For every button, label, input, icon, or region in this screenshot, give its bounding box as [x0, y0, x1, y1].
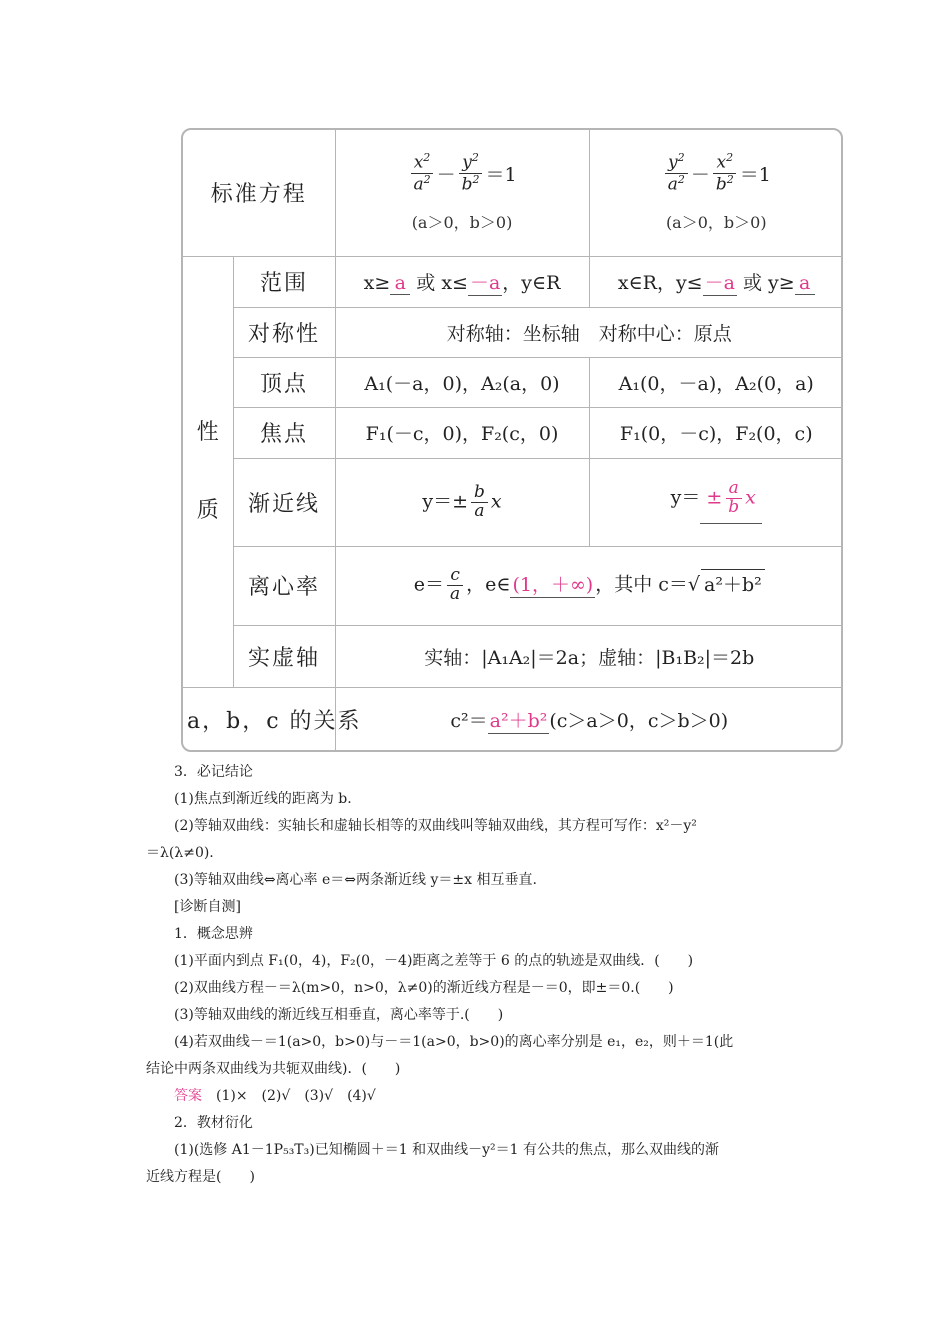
standard-equation-x: $\frac{x^2}{a^2}$ － $\frac{y^2}{b^2}$ ＝1 (a＞0，b＞0) — [335, 130, 589, 256]
answer-label: 答案 — [174, 1088, 202, 1104]
row-label-focus: 焦点 — [233, 407, 335, 458]
text-line: 2．教材衍化 — [174, 1115, 253, 1131]
relation-label: a，b，c 的关系 — [183, 687, 335, 752]
range-x: x≥ a 或 x≤ －a ，y∈R — [335, 256, 589, 307]
row-label-asymptote: 渐近线 — [233, 458, 335, 546]
text-line: (2)等轴双曲线：实轴长和虚轴长相等的双曲线叫等轴双曲线，其方程可写作：x²－y² — [174, 818, 697, 834]
text-line: ＝λ(λ≠0). — [146, 845, 214, 861]
asymptote-x: y＝± $\frac{b}{a}$ x — [335, 458, 589, 546]
row-label-symmetry: 对称性 — [233, 307, 335, 357]
hyperbola-properties-table — [181, 128, 843, 752]
vertex-x: A₁(－a，0)，A₂(a，0) — [335, 357, 589, 407]
text-line: (1)焦点到渐近线的距离为 b. — [174, 791, 352, 807]
text-line: 1．概念思辨 — [174, 926, 253, 942]
text-line: 结论中两条双曲线为共轭双曲线)．( ) — [146, 1061, 401, 1077]
row-label-eccentricity: 离心率 — [233, 546, 335, 625]
text-line: 3．必记结论 — [174, 764, 253, 780]
asymptote-y: y＝ ± $\frac{a}{b}$ x — [589, 458, 843, 546]
text-line: (2)双曲线方程－＝λ(m>0，n>0，λ≠0)的渐近线方程是－＝0，即±＝0.( ) — [174, 980, 674, 996]
properties-group-label: 性 质 — [183, 256, 233, 687]
vertex-y: A₁(0，－a)，A₂(0，a) — [589, 357, 843, 407]
focus-x: F₁(－c，0)，F₂(c，0) — [335, 407, 589, 458]
body-text — [146, 759, 811, 1191]
header-label: 标准方程 — [183, 130, 335, 256]
standard-equation-y: $\frac{y^2}{a^2}$ － $\frac{x^2}{b^2}$ ＝1 (a＞0，b＞0) — [589, 130, 843, 256]
eccentricity-value: e＝ $\frac{c}{a}$ ，e∈ (1，＋∞) ，其中 c＝√ a²＋b² — [335, 546, 843, 625]
axes-value: 实轴：|A₁A₂|＝2a；虚轴：|B₁B₂|＝2b — [335, 625, 843, 687]
relation-value: c²＝ a²＋b² (c＞a＞0，c＞b＞0) — [335, 687, 843, 752]
focus-y: F₁(0，－c)，F₂(0，c) — [589, 407, 843, 458]
text-line: (3)等轴双曲线的渐近线互相垂直，离心率等于.( ) — [174, 1007, 504, 1023]
symmetry-value: 对称轴：坐标轴 对称中心：原点 — [335, 307, 843, 357]
text-line: [诊断自测] — [174, 899, 241, 915]
text-line: (3)等轴双曲线⇔离心率 e＝⇔两条渐近线 y＝±x 相互垂直. — [174, 872, 537, 888]
text-line: (1)(选修 A1－1P₅₃T₃)已知椭圆＋＝1 和双曲线－y²＝1 有公共的焦点，那么双曲线的渐 — [174, 1142, 719, 1158]
answer-value: (1)× (2)√ (3)√ (4)√ — [202, 1088, 376, 1104]
row-label-axes: 实虚轴 — [233, 625, 335, 687]
range-y: x∈R，y≤ －a 或 y≥ a — [589, 256, 843, 307]
text-line: (1)平面内到点 F₁(0，4)，F₂(0，－4)距离之差等于 6 的点的轨迹是双曲线．( ) — [174, 953, 694, 969]
row-label-range: 范围 — [233, 256, 335, 307]
text-line: (4)若双曲线－＝1(a>0，b>0)与－＝1(a>0，b>0)的离心率分别是 e₁，e₂，则＋＝1(此 — [174, 1034, 734, 1050]
answer-line — [146, 1083, 811, 1110]
text-line: 近线方程是( ) — [146, 1169, 255, 1185]
row-label-vertex: 顶点 — [233, 357, 335, 407]
